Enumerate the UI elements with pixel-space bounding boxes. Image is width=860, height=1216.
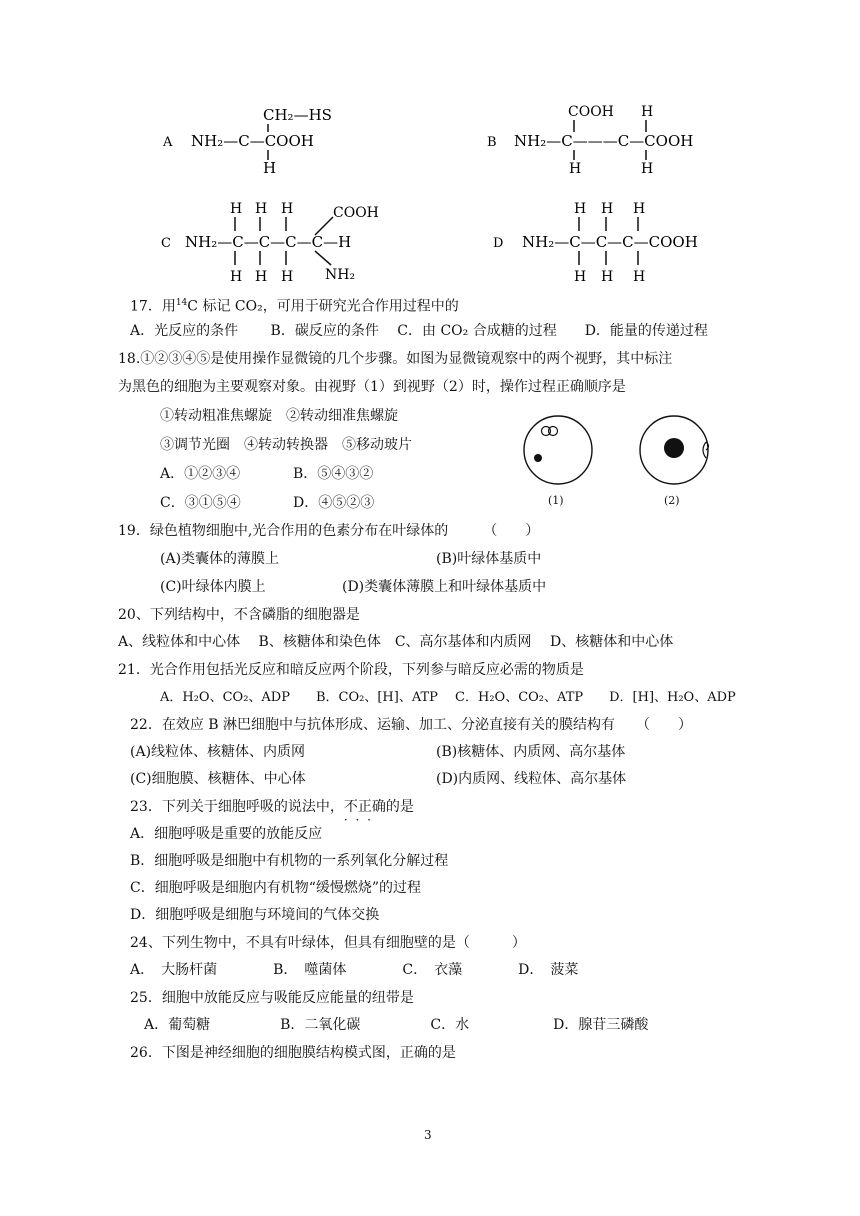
q19-option-c: (C)叶绿体内膜上 (160, 579, 266, 595)
structure-c-diagram (155, 195, 395, 290)
structure-b-top2: H (641, 104, 654, 120)
structure-c-letter: C (161, 236, 171, 251)
svg-text:H: H (230, 269, 243, 285)
structure-a-diagram (155, 100, 395, 180)
q21-stem: 21．光合作用包括光反应和暗反应两个阶段，下列参与暗反应必需的物质是 (118, 662, 584, 678)
structure-d-diagram (480, 195, 730, 290)
q18-option-b: B．⑤④③② (293, 466, 374, 482)
q23-stem: 23．下列关于细胞呼吸的说法中，不正确 · · ·的是 (130, 798, 414, 816)
structure-b-top1: COOH (568, 104, 614, 120)
q25-stem: 25．细胞中放能反应与吸能反应能量的纽带是 (130, 990, 414, 1006)
structure-a-top: CH₂—HS (263, 106, 332, 124)
structure-b (480, 100, 740, 180)
view-2-label: (2) (664, 494, 680, 507)
structure-d-letter: D (493, 236, 504, 251)
structure-c-main: NH₂—C—C—C—C—H (185, 233, 352, 251)
q19-stem: 19．绿色植物细胞中,光合作用的色素分布在叶绿体的 （ ） (118, 523, 540, 539)
structure-b-b1: H (569, 161, 582, 177)
page-number: 3 (424, 1128, 432, 1142)
q23-option-c: C．细胞呼吸是细胞内有机物“缓慢燃烧”的过程 (130, 880, 422, 896)
q23-option-d: D．细胞呼吸是细胞与环境间的气体交换 (130, 907, 380, 923)
q18-line1: 18.①②③④⑤是使用操作显微镜的几个步骤。如图为显微镜观察中的两个视野，其中标注 (118, 351, 673, 367)
svg-text:H: H (281, 269, 294, 285)
structure-c-bottom-right: NH₂ (325, 267, 356, 283)
q19-option-b: (B)叶绿体基质中 (436, 551, 542, 567)
microscope-view-1 (520, 412, 600, 512)
q22-option-d: (D)内质网、线粒体、高尔基体 (436, 771, 627, 787)
svg-text:H: H (601, 201, 614, 217)
q18-option-d: D．④⑤②③ (293, 495, 375, 511)
structure-c-top-right: COOH (333, 205, 379, 221)
structure-d (480, 195, 730, 290)
svg-text:H: H (281, 201, 294, 217)
svg-text:H: H (574, 269, 587, 285)
structure-a-bottom: H (263, 159, 277, 177)
q23-option-a: A．细胞呼吸是重要的放能反应 (130, 826, 323, 842)
svg-text:H: H (255, 201, 268, 217)
structure-b-b2: H (641, 161, 654, 177)
q20-stem: 20、下列结构中，不含磷脂的细胞器是 (118, 607, 360, 623)
svg-text:H: H (601, 269, 614, 285)
svg-text:H: H (633, 201, 646, 217)
q17-options: A．光反应的条件 B．碳反应的条件 C．由 CO₂ 合成糖的过程 D．能量的传递过程 (130, 323, 708, 339)
q17-stem: 17．用$^{14}$C 标记 CO₂，可用于研究光合作用过程中的 (130, 298, 459, 315)
q21-options: A．H₂O、CO₂、ADP B．CO₂、[H]、ATP C．H₂O、CO₂、ATP D．[H]、H₂O、ADP (160, 690, 736, 705)
structure-b-diagram (480, 100, 740, 180)
view-1-label: (1) (548, 494, 564, 507)
svg-text:H: H (574, 201, 587, 217)
q23-emphasis: 不正确 · · · (344, 799, 386, 815)
structure-b-main: NH₂—C———C—COOH (514, 132, 694, 150)
svg-text:H: H (633, 269, 646, 285)
q19-option-d: (D)类囊体薄膜上和叶绿体基质中 (342, 579, 547, 595)
q18-step2: ③调节光圈 ④转动转换器 ⑤移动玻片 (160, 437, 412, 453)
q24-options: A． 大肠杆菌 B． 噬菌体 C． 衣藻 D． 菠菜 (130, 962, 579, 978)
structure-a-letter: A (163, 135, 173, 150)
q20-options: A、线粒体和中心体 B、核糖体和染色体 C、高尔基体和内质网 D、核糖体和中心体 (118, 634, 674, 650)
svg-text:H: H (255, 269, 268, 285)
q18-step1: ①转动粗准焦螺旋 ②转动细准焦螺旋 (160, 408, 398, 424)
q22-option-a: (A)线粒体、核糖体、内质网 (130, 744, 306, 760)
structure-a (155, 100, 395, 180)
q24-stem: 24、下列生物中，不具有叶绿体，但具有细胞壁的是（ ） (130, 935, 526, 951)
q25-options: A．葡萄糖 B．二氧化碳 C．水 D．腺苷三磷酸 (144, 1017, 649, 1033)
q19-option-a: (A)类囊体的薄膜上 (160, 551, 280, 567)
q18-option-c: C．③①⑤④ (160, 495, 241, 511)
q22-option-c: (C)细胞膜、核糖体、中心体 (130, 771, 306, 787)
q18-option-a: A．①②③④ (160, 466, 241, 482)
q22-stem: 22．在效应 B 淋巴细胞中与抗体形成、运输、加工、分泌直接有关的膜结构有 （ ） (130, 717, 693, 733)
svg-text:H: H (230, 201, 243, 217)
q23-option-b: B．细胞呼吸是细胞中有机物的一系列氧化分解过程 (130, 853, 449, 869)
structure-b-letter: B (487, 135, 497, 150)
structure-d-main: NH₂—C—C—C—COOH (522, 233, 698, 251)
q18-line2: 为黑色的细胞为主要观察对象。由视野（1）到视野（2）时，操作过程正确顺序是 (118, 379, 626, 395)
microscope-view-2 (636, 412, 716, 512)
q22-option-b: (B)核糖体、内质网、高尔基体 (436, 744, 626, 760)
q26-stem: 26．下图是神经细胞的细胞膜结构模式图，正确的是 (130, 1045, 456, 1061)
structure-a-main: NH₂—C—COOH (191, 132, 314, 150)
structure-c (155, 195, 395, 290)
